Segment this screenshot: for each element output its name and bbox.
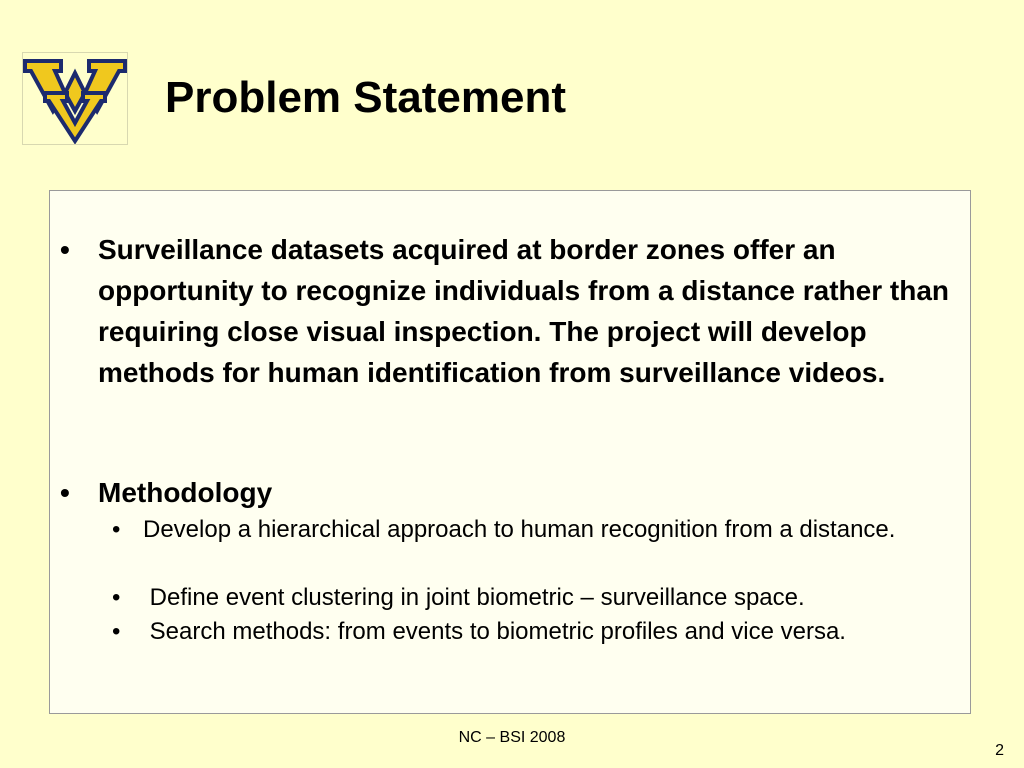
slide-title: Problem Statement: [165, 73, 566, 122]
bullet-item-methodology: [60, 472, 958, 513]
sub-bullet-text: Develop a hierarchical approach to human recognition from a distance.: [143, 516, 896, 543]
sub-bullet-text: Define event clustering in joint biometric – surveillance space.: [143, 584, 805, 611]
wv-logo-icon: [22, 52, 128, 145]
bullet-text: Methodology: [98, 477, 273, 508]
bullet-marker: •: [60, 477, 70, 508]
bullet-item: [60, 229, 958, 393]
sub-bullet-marker: •: [112, 516, 121, 543]
content-box: [49, 190, 971, 714]
sub-bullet-marker: •: [112, 618, 121, 645]
page-number: 2: [995, 742, 1004, 759]
bullet-text: Surveillance datasets acquired at border zones offer an opportunity to recognize individuals from a distance rather than requiring close visual inspection. The project will develop methods for human identification from surveillance videos.: [98, 234, 949, 388]
sub-bullet-item: [112, 615, 943, 649]
slide-footer: NC – BSI 2008: [458, 729, 566, 746]
sub-bullet-text: Search methods: from events to biometric profiles and vice versa.: [143, 618, 846, 645]
bullet-marker: •: [60, 234, 70, 265]
sub-bullet-marker: •: [112, 584, 121, 611]
sub-bullet-item: [112, 513, 943, 547]
sub-bullet-item: [112, 581, 943, 615]
logo-w-shape: [25, 61, 125, 111]
